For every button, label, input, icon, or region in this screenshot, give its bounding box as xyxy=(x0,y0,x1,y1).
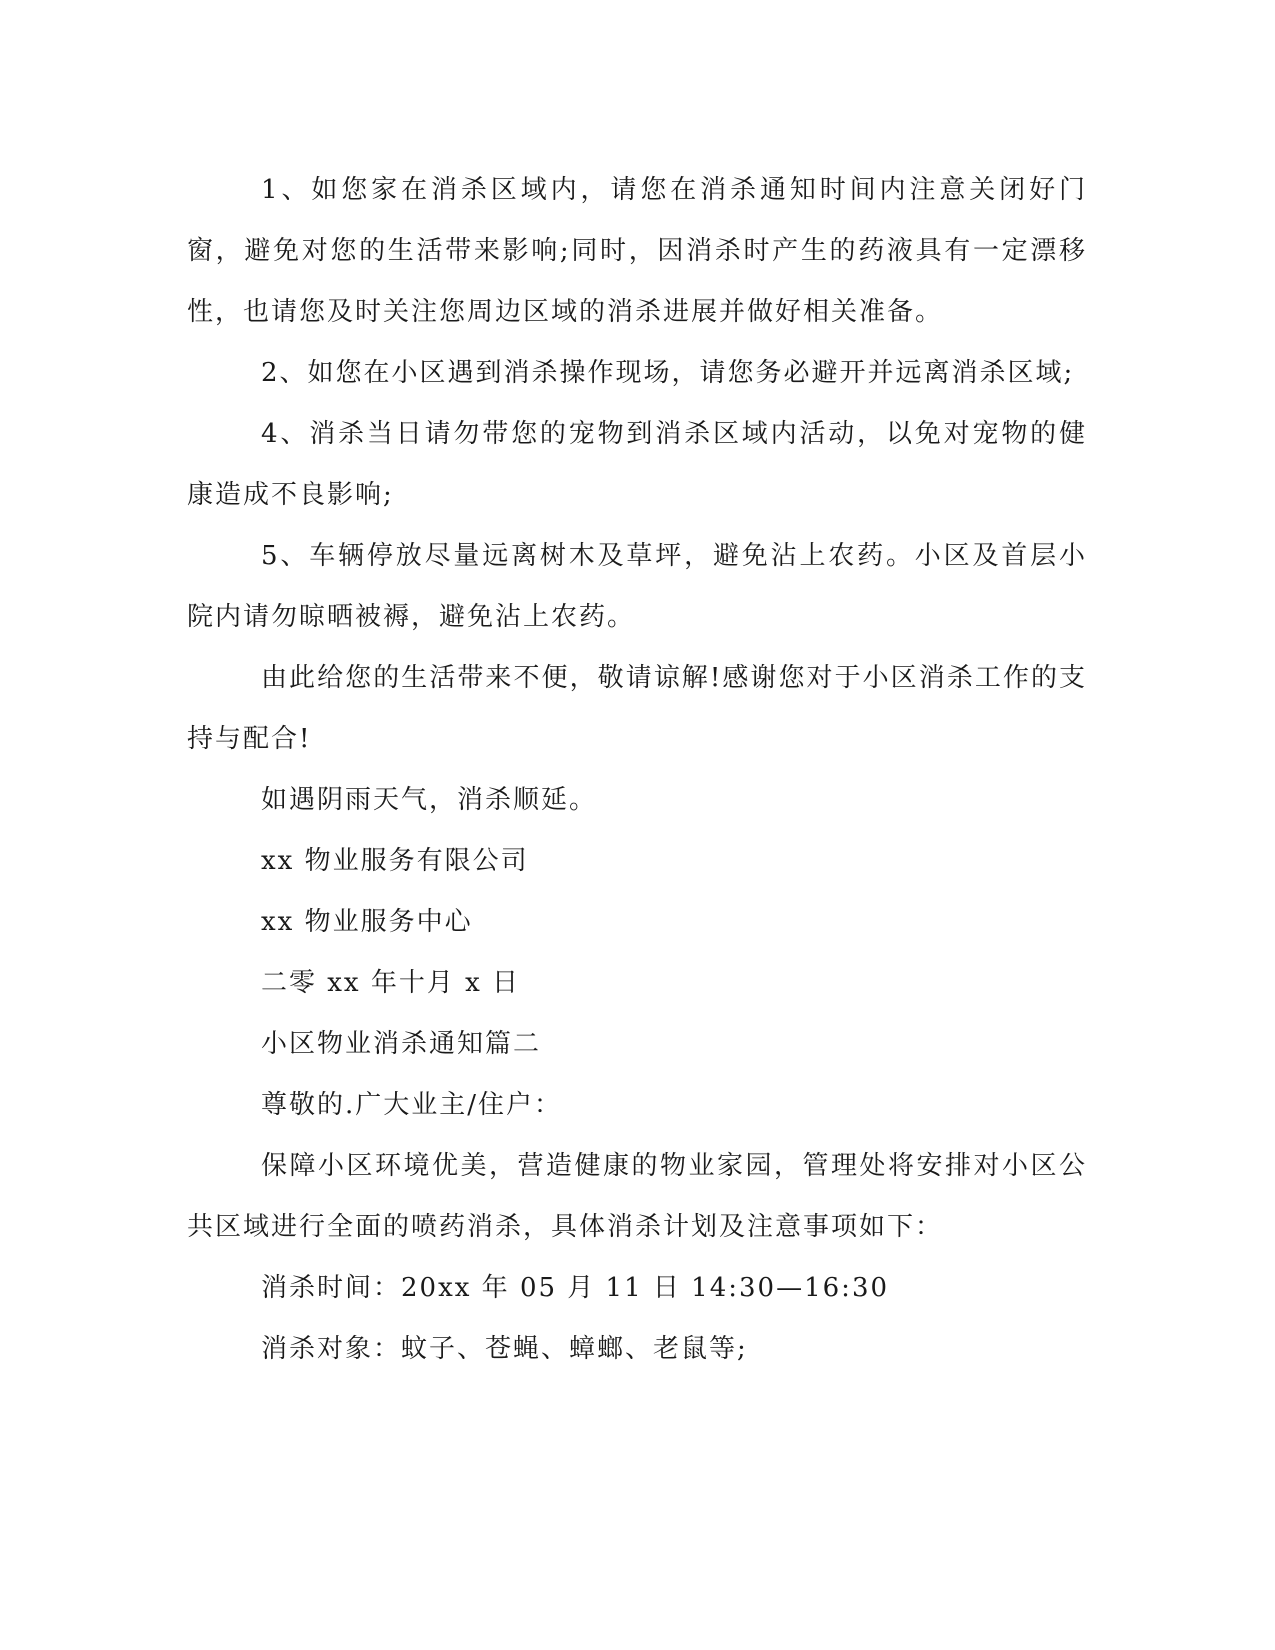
service-center-name: xx 物业服务中心 xyxy=(261,907,473,937)
weather-note: 如遇阴雨天气，消杀顺延。 xyxy=(261,785,598,815)
schedule-line: 消杀时间：20xx 年 05 月 11 日 14:30—16:30 xyxy=(261,1273,890,1303)
notice-item-4: 4、消杀当日请勿带您的宠物到消杀区域内活动，以免对宠物的健康造成不良影响; xyxy=(187,419,1087,510)
notice-date: 二零 xx 年十月 x 日 xyxy=(261,968,521,998)
salutation: 尊敬的.广大业主/住户： xyxy=(261,1090,563,1120)
section-title: 小区物业消杀通知篇二 xyxy=(261,1029,542,1059)
notice-item-1: 1、如您家在消杀区域内，请您在消杀通知时间内注意关闭好门窗，避免对您的生活带来影响;同时，因消杀时产生的药液具有一定漂移性，也请您及时关注您周边区域的消杀进展并做好相关准备。 xyxy=(187,175,1087,327)
notice-item-2: 2、如您在小区遇到消杀操作现场，请您务必避开并远离消杀区域; xyxy=(261,358,1075,388)
intro-paragraph: 保障小区环境优美，营造健康的物业家园，管理处将安排对小区公共区域进行全面的喷药消杀，具体消杀计划及注意事项如下： xyxy=(187,1151,1087,1242)
apology-paragraph: 由此给您的生活带来不便，敬请谅解!感谢您对于小区消杀工作的支持与配合! xyxy=(187,663,1087,754)
document-body xyxy=(187,160,1087,1380)
targets-line: 消杀对象：蚊子、苍蝇、蟑螂、老鼠等; xyxy=(261,1334,748,1364)
notice-item-5: 5、车辆停放尽量远离树木及草坪，避免沾上农药。小区及首层小院内请勿晾晒被褥，避免沾上农药。 xyxy=(187,541,1087,632)
company-name: xx 物业服务有限公司 xyxy=(261,846,529,876)
